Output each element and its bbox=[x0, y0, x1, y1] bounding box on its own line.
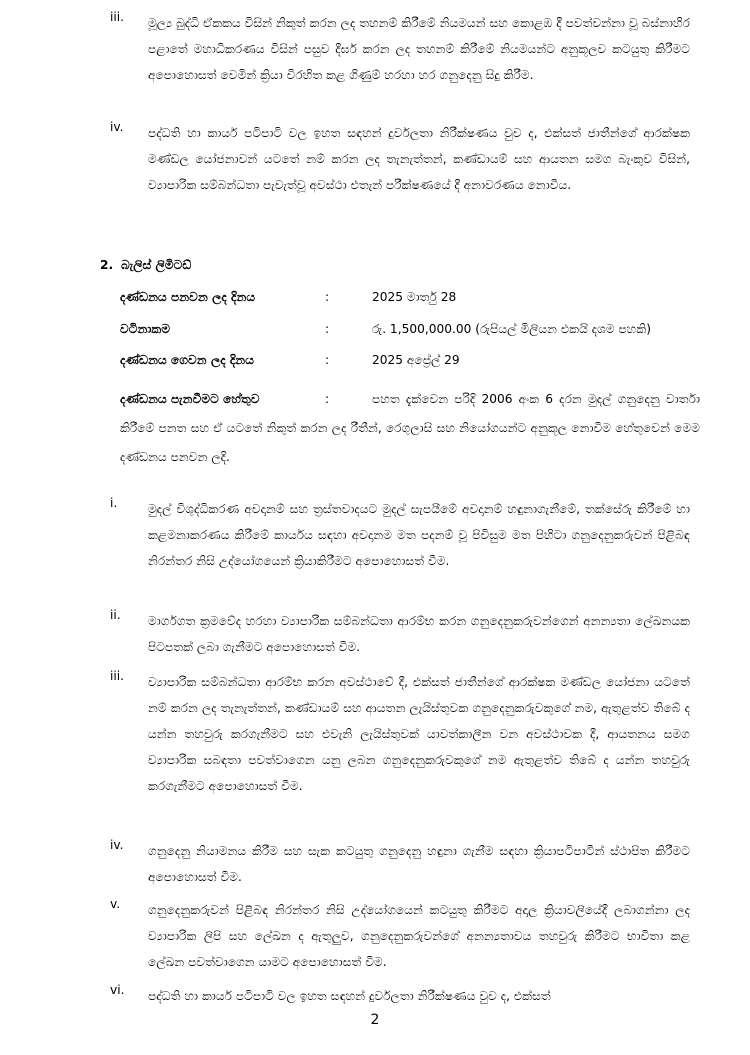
list-item bbox=[110, 496, 690, 601]
list-number: iv. bbox=[110, 838, 124, 852]
section-title: බැලිස් ලිමිටඩ් bbox=[121, 258, 192, 272]
list-number: iii. bbox=[110, 10, 125, 24]
detail-value: 2025 මාර්තු 28 bbox=[372, 290, 457, 304]
list-item bbox=[110, 897, 690, 977]
list-text: ව්‍යාපාරික සම්බන්ධතා ආරම්භ කරන අවස්ථාවේ දී, එක්සත් ජාතීන්ගේ ආරක්ෂක මණ්ඩල යෝජනා යටතේ නම් කරන ලද තැනැත්තන්, කණ්ඩායම් සහ ආයතන ලැයිස්තුවක ගනුදෙනුකරුවකුගේ නම, ඇතුළත්ව තිබේ ද යන්න තහවුරු කරගැනීමට සහ එවැනි ලැයිස්තුවක් යාවත්කාලීන වන අවස්ථාවක දී, ආයතනය සමග ව්‍යාපාරික සබඳතා පවත්වාගෙන යනු ලබන ගනුදෙනුකරුවකුගේ නම ඇතුළත්ව තිබේ ද යන්න තහවුරු කරගැනීමට අපොහොසත් වීම. bbox=[148, 675, 690, 793]
list-item bbox=[110, 983, 690, 1011]
detail-value: 2025 අප්‍රේල් 29 bbox=[372, 353, 460, 367]
list-text: පද්ධති හා කාර්ය පටිපාටි වල ඉහත සඳහන් දුර්වලතා නිරීක්ෂණය වුව ද, එක්සත් ජාතීන්ගේ ආරක්ෂක මණ්ඩල යෝජනාවන් යටතේ නම් කරන ලද තැනැත්තන්, කණ්ඩායම් සහ ආයතන සමග බැංකුව විසින්, ව්‍යාපාරික සම්බන්ධතා පැවැත්වූ අවස්ථා එතැන් පරීක්ෂණයේ දී අනාවරණය නොවීය. bbox=[148, 126, 690, 192]
detail-value: රු. 1,500,000.00 (රුපියල් මිලියන එකයි දශම පහකි) bbox=[372, 322, 651, 336]
list-number: iv. bbox=[110, 120, 124, 134]
detail-label: වටිනාකම bbox=[120, 322, 171, 336]
detail-row-amount bbox=[120, 322, 700, 350]
detail-colon: : bbox=[325, 392, 330, 406]
reason-label: දණ්ඩනය පැනවීමට හේතුව bbox=[120, 392, 260, 406]
list-item bbox=[110, 669, 690, 829]
detail-label: දණ්ඩනය ගෙවන ලද දිනය bbox=[120, 353, 254, 367]
list-item bbox=[110, 10, 690, 110]
list-text: මාර්ගගත ක්‍රමවේද හරහා ව්‍යාපාරික සම්බන්ධතා ආරම්භ කරන ගනුදෙනුකරුවන්ගෙන් අනන්‍යතා ලේඛනයක පිටපතක් ලබා ගැනීමට අපොහොසත් වීම. bbox=[148, 614, 690, 654]
list-item bbox=[110, 120, 690, 230]
list-number: v. bbox=[110, 897, 121, 911]
page-number: 2 bbox=[370, 1012, 380, 1028]
list-text: මුදල් විශුද්ධිකරණ අවදානම් සහ ත්‍රස්තවාදයට මුදල් සැපයීමේ අවදානම් හඳුනාගැනීමේ, තක්සේරු කිරීමේ හා කළමනාකරණය කිරීමේ කාර්යය සඳහා අවදානම මත පදනම් වූ පිවිසුම මත පිහිටා ගනුදෙනුකරුවන් පිළිබඳ නිරන්තර නිසි උද්යෝගයෙන් ක්‍රියාකිරීමට අපොහොසත් වීම. bbox=[148, 502, 690, 568]
list-number: vi. bbox=[110, 983, 125, 997]
detail-colon: : bbox=[325, 322, 330, 336]
list-text: පද්ධති හා කාර්ය පටිපාටි වල ඉහත සඳහන් දුර්වලතා නිරීක්ෂණය වුව ද, එක්සත් bbox=[148, 989, 551, 1003]
list-number: i. bbox=[110, 496, 118, 510]
list-text: ගනුදෙනු නියාමනය කිරීම සහ සැක කටයුතු ගනුදෙනු හඳුනා ගැනීම සඳහා ක්‍රියාපටිපාටීන් ස්ථාපිත කිරීමට අපොහොසත් වීම. bbox=[148, 844, 690, 884]
list-number: ii. bbox=[110, 608, 121, 622]
section-number: 2. bbox=[100, 258, 114, 272]
detail-label: දණ්ඩනය පනවන ලද දිනය bbox=[120, 290, 256, 304]
list-number: iii. bbox=[110, 669, 125, 683]
list-text: ගනුදෙනුකරුවන් පිළිබඳ නිරන්තර නිසි උද්යෝගයෙන් කටයුතු කිරීමට අදාල ක්‍රියාවලියේදී ලබාගන්නා ලද ව්‍යාපාරික ලිපි සහ ලේඛන ද ඇතුලුව, ගනුදෙනුකරුවන්ගේ අනන්‍යතාවය තහවුරු කිරීමට භාවිතා කළ ලේඛන පවත්වාගෙන යාමට අපොහොසත් වීම. bbox=[148, 903, 690, 969]
list-item bbox=[110, 608, 690, 663]
reason-text: පහත දැක්වෙන පරිදි 2006 අංක 6 දරන මුදල් ගනුදෙනු වාර්තා කිරීමේ පනත සහ ඒ යටතේ නිකුත් කරන ලද රීතීන්, රෙගුලාසි සහ නියෝගයන්ට අනුකූල නොවීම හේතුවෙන් මෙම දණ්ඩනය පනවන ලදි. bbox=[120, 392, 700, 464]
penalty-reason bbox=[120, 385, 700, 472]
detail-row-date-paid bbox=[120, 353, 700, 381]
detail-colon: : bbox=[325, 353, 330, 367]
list-text: මූල්‍ය බුද්ධි ඒකකය විසින් නිකුත් කරන ලද තහනම් කිරීමේ නියමයන් සහ කොළඹ දී පවත්වන්නා වූ බස්නාහිර පළාතේ මහාධිකරණය විසින් පසුව දීර්ඝ කරන ලද තහනම් කිරීමේ නියමයන්ට අනුකූලව කටයුතු කිරීමට අපොහොසත් වෙමින් ක්‍රියා විරහිත කළ ගිණුම් හරහා හර ගනුදෙනු සිදු කිරීම. bbox=[148, 16, 690, 82]
detail-row-date-imposed bbox=[120, 290, 700, 318]
list-item bbox=[110, 838, 690, 893]
detail-colon: : bbox=[325, 290, 330, 304]
section-heading bbox=[100, 258, 199, 273]
